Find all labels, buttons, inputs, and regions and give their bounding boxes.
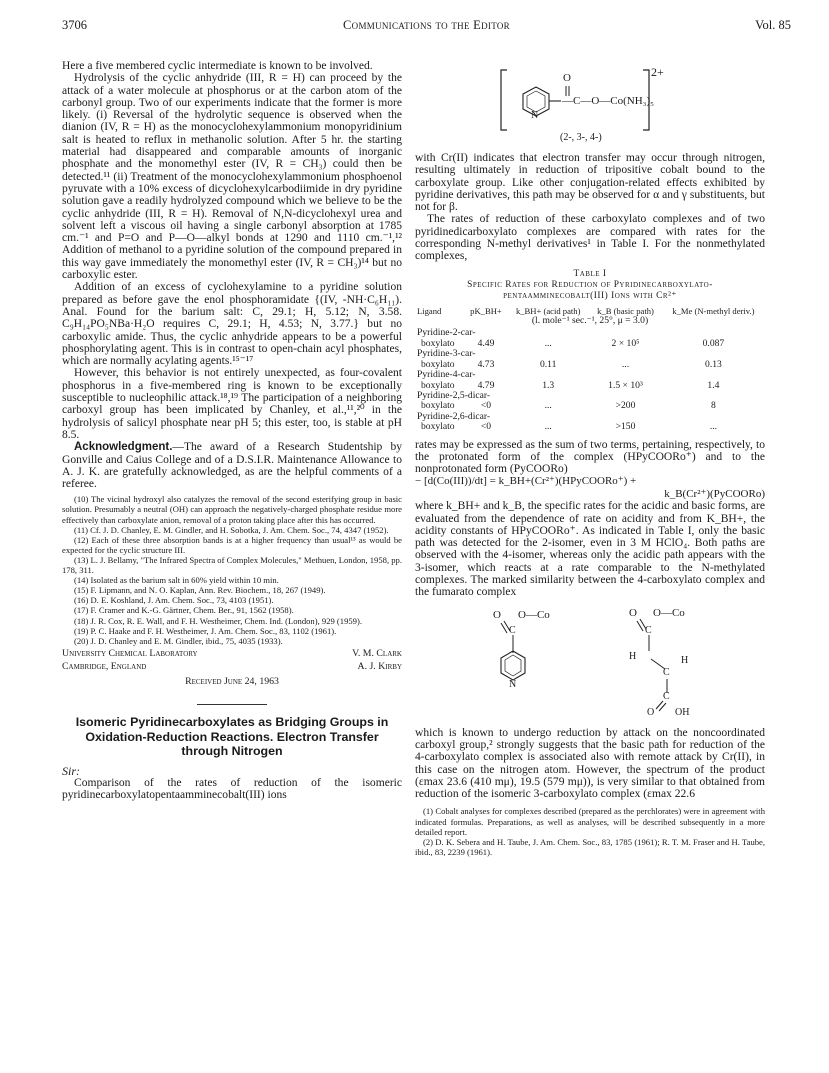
salutation: Sir: bbox=[62, 763, 80, 778]
table-cell: boxylato bbox=[421, 358, 455, 370]
paragraph: However, this behavior is not entirely unexpected, as four-covalent phosphorus in a five-membered ring is known to be exceptionally susceptible to nucleophilic attack.¹⁸,¹⁹ The participation of a neighboring carboxyl group has been implicated by Chanley, et al.,¹¹,²⁰ in the hydrolysis of salicyl phosphate near pH 5; this ester, too, is stable at pH 8.5. bbox=[62, 367, 402, 441]
footnote: (20) J. D. Chanley and E. M. Gindler, ibid., 75, 4035 (1933). bbox=[74, 635, 283, 646]
footnote: (11) Cf. J. D. Chanley, E. M. Gindler, and H. Sobotka, J. Am. Chem. Soc., 74, 4347 (1952). bbox=[74, 524, 389, 535]
atom-label: C bbox=[645, 624, 652, 636]
table-cell: 0.13 bbox=[705, 358, 722, 370]
equation-line: − [d(Co(III))/dt] = k_BH+(Cr²⁺)(HPyCOORo⁺) + bbox=[415, 475, 637, 488]
table-cell: >150 bbox=[615, 421, 636, 433]
table-cell: ... bbox=[621, 358, 630, 370]
right-column bbox=[415, 66, 765, 857]
col-header: k_B (basic path) bbox=[597, 305, 654, 316]
equation-line: k_B(Cr²⁺)(PyCOORo) bbox=[664, 487, 765, 500]
table-cell: <0 bbox=[480, 421, 492, 433]
ack-text: —The award of a Research Studentship by Gonville and Caius College and of a D.S.I.R. Maintenance Allowance to A. J. K. are gratefully acknowledged, as are the helpful comments of a referee. bbox=[62, 441, 402, 491]
footnote: (12) Each of these three absorption bands is at a higher frequency than usual¹³ as would be expected for the cyclic structure III. bbox=[62, 534, 402, 555]
footnote: (2) D. K. Sebera and H. Taube, J. Am. Chem. Soc., 83, 1785 (1961); R. T. M. Fraser and H. Taube, ibid., 83, 2239 (1961). bbox=[415, 836, 765, 857]
table-cell: ... bbox=[709, 421, 718, 433]
footnotes-right bbox=[415, 806, 765, 856]
article-title: Isomeric Pyridinecarboxylates as Bridging Groups in Oxidation-Reduction Reactions. Electron Transfer through Nitrogen bbox=[75, 715, 389, 759]
running-title: Communications to the Editor bbox=[343, 18, 510, 32]
paragraph: The rates of reduction of these carboxylato complexes and of two pyridinedicarboxylato complexes are compared with rates for the corresponding N-methyl derivatives¹ in Table I. For the nonmethylated complexes, bbox=[415, 213, 765, 263]
table-caption-line: Specific Rates for Reduction of Pyridinecarboxylato- bbox=[467, 279, 713, 290]
col-header: Ligand bbox=[417, 305, 442, 316]
atom-label: C bbox=[509, 624, 516, 636]
left-column bbox=[62, 60, 402, 802]
table-cell: 0.087 bbox=[702, 337, 725, 349]
table-cell: boxylato bbox=[421, 337, 455, 349]
structure-cobalt-complex bbox=[415, 66, 765, 152]
author: A. J. Kirby bbox=[357, 661, 402, 673]
rate-equation bbox=[415, 475, 765, 500]
ligand-cell: Pyridine-2,6-dicar- bbox=[417, 410, 491, 422]
table-caption bbox=[415, 269, 765, 302]
divider bbox=[197, 704, 267, 705]
ring-inner bbox=[505, 655, 521, 676]
table-cell: ... bbox=[544, 421, 552, 433]
atom-label: O—Co bbox=[653, 606, 685, 619]
affiliation-city: Cambridge, England bbox=[62, 661, 147, 673]
table-cell: 4.49 bbox=[477, 337, 495, 349]
ack-heading: Acknowledgment. bbox=[74, 441, 173, 454]
signature-row-2 bbox=[62, 661, 402, 673]
ligand-cell: Pyridine-4-car- bbox=[417, 369, 476, 381]
atom-label: O bbox=[647, 706, 655, 718]
atom-label: C bbox=[663, 666, 670, 678]
ligand-cell: Pyridine-3-car- bbox=[417, 348, 476, 360]
atom-label: H bbox=[681, 654, 689, 666]
ligand-cell: Pyridine-2,5-dicar- bbox=[417, 389, 491, 401]
footnote: (16) D. E. Koshland, J. Am. Chem. Soc., 73, 4103 (1951). bbox=[74, 595, 274, 606]
table-row bbox=[415, 422, 765, 432]
table-cell: boxylato bbox=[421, 379, 455, 391]
table-label: Table I bbox=[573, 268, 607, 279]
footnote: (19) P. C. Haake and F. H. Westheimer, J. Am. Chem. Soc., 83, 1102 (1961). bbox=[74, 625, 337, 636]
signature-row-1 bbox=[62, 648, 402, 660]
isomer-label: (2-, 3-, 4-) bbox=[560, 132, 602, 143]
ring-inner bbox=[527, 91, 545, 112]
table-cell: 4.73 bbox=[477, 358, 495, 370]
table-caption-line: pentaamminecobalt(III) Ions with Cr²⁺ bbox=[503, 290, 677, 301]
structure-drawing bbox=[415, 603, 765, 723]
table-cell: 1.5 × 10³ bbox=[608, 379, 643, 391]
o-label: O bbox=[563, 72, 571, 84]
bracket-left bbox=[501, 70, 507, 130]
paragraph: Comparison of the rates of reduction of the isomeric pyridinecarboxylatopentaamminecobalt(III) ions bbox=[62, 777, 402, 802]
atom-label: H bbox=[629, 650, 637, 662]
atom-label: O bbox=[493, 608, 501, 621]
footnotes-left bbox=[62, 494, 402, 645]
footnote: (15) F. Lipmann, and N. O. Kaplan, Ann. Rev. Biochem., 18, 267 (1949). bbox=[74, 585, 326, 596]
footnote: (18) J. R. Cox, R. E. Wall, and F. H. Westheimer, Chem. Ind. (London), 929 (1959). bbox=[74, 615, 362, 626]
table-cell: boxylato bbox=[421, 400, 455, 412]
paragraph: rates may be expressed as the sum of two terms, pertaining, respectively, to the protonated form of the complex (HPyCOORo⁺) and to the nonprotonated form (PyCOORo) bbox=[415, 438, 765, 476]
footnote: (13) L. J. Bellamy, "The Infrared Spectra of Complex Molecules," Methuen, London, 1958, pp. 178, 311. bbox=[62, 554, 402, 576]
table-row bbox=[415, 370, 765, 380]
table-cell: >200 bbox=[615, 400, 636, 412]
table-cell: 0.11 bbox=[539, 358, 557, 370]
footnote: (17) F. Cramer and K.-G. Gärtner, Chem. Ber., 91, 1562 (1958). bbox=[74, 605, 294, 616]
atom-label: O bbox=[629, 606, 637, 619]
volume-label: Vol. 85 bbox=[755, 18, 791, 32]
units-row: (l. mole⁻¹ sec.⁻¹, 25°, μ = 3.0) bbox=[531, 315, 649, 327]
footnote: (14) Isolated as the barium salt in 60% yield within 10 min. bbox=[74, 575, 279, 586]
table-cell: 1.4 bbox=[707, 379, 720, 391]
author: V. M. Clark bbox=[352, 647, 402, 659]
paragraph: Addition of an excess of cyclohexylamine to a pyridine solution prepared as before gave the enol phosphoramidate {(IV, -NH·C₆H₁₁). Anal. Found for the barium salt: C, 29.1; H, 5.12; N, 3.58. C₉H₁₄PO₅NBa·H₂O requires C, 29.1; H, 4.53; N, 3.77.} but no carboxylic amide. Thus, the cyclic anhydride appears to be a powerful phosphorylating agent. This is in contrast to open-chain acyl phosphates, which are normally acylating agents.¹⁵⁻¹⁷ bbox=[62, 281, 402, 368]
atom-label: O—Co bbox=[518, 608, 550, 621]
table-cell: ... bbox=[544, 337, 552, 349]
table-cell: 8 bbox=[711, 400, 716, 412]
footnote: (1) Cobalt analyses for complexes described (prepared as the perchlorates) were in agreement with indicated formulas. Preparations, as well as analyses, will be described subsequently in a more detailed report. bbox=[415, 806, 765, 837]
table-cell: ... bbox=[544, 400, 552, 412]
col-header: k_BH+ (acid path) bbox=[515, 305, 581, 316]
group-label: —C—O—Co(NH₃)₅ bbox=[562, 95, 655, 107]
paragraph: where k_BH+ and k_B, the specific rates for the acidic and basic forms, are evaluated from the dependence of rate on acidity and from K_BH+, the acidity constants of HPyCOORo⁺. As indicated in Table I, only the basic path was detected for the 2-isomer, even in 3 M HClO₄. Both paths are observed with the 4-isomer, whereas only the acidic path appears with the 3-isomer, which reacts at a rate comparable to the N-methylated complexes. The marked similarity between the 4-carboxylato complex and the fumarato complex bbox=[415, 500, 765, 599]
table-cell: 2 × 10⁵ bbox=[611, 337, 640, 349]
n-label: N bbox=[531, 110, 539, 121]
page-number: 3706 bbox=[62, 18, 87, 32]
footnote: (10) The vicinal hydroxyl also catalyzes the removal of the second esterifying group in basic solution. Presumably a neutral (OH) can approach the negatively-charged phosphate residue more effectively than carboxylate anion, removal of a proton taking place after this has occurred. bbox=[62, 494, 402, 525]
paragraph: Hydrolysis of the cyclic anhydride (III, R = H) can proceed by the attack of a water molecule at phosphorus or at the carbon atom of the carbonyl group. Two of our experiments indicate that the former is more likely. (i) Reversal of the hydrolytic sequence is observed when the dianion (IV, R = H) as the monocyclohexylammonium monopyridinium salt is heated to reflux in methanolic solution. After 5 hr. the starting material had disappeared and comparable amounts of inorganic phosphate and the monomethyl ester (IV, R = CH₃) could then be detected.¹¹ (ii) Treatment of the monocyclohexylammonium phosphoenol pyruvate with a 10% excess of dicyclohexylcarbodiimide in dry pyridine solution gave a readily hydrolyzed compound which we believe to be the cyclic anhydride (III, R = H). Removal of N,N-dicyclohexyl urea and solvent left a viscous oil having a single carbonyl absorption at 1785 cm.⁻¹ and P=O and P—O—alkyl bonds at 1290 and 1110 cm.⁻¹,¹² Addition of methanol to a pyridine solution of the compound prepared in this way gave immediately the monomethyl ester (IV, R = CH₃)¹⁴ but no carboxylic ester. bbox=[62, 72, 402, 282]
table-cell: boxylato bbox=[421, 421, 455, 433]
page-header bbox=[62, 18, 791, 36]
received-date: Received June 24, 1963 bbox=[185, 675, 279, 687]
table-body bbox=[415, 328, 765, 432]
table-cell: <0 bbox=[480, 400, 492, 412]
atom-label: OH bbox=[675, 706, 690, 718]
paragraph: Here a five membered cyclic intermediate is known to be involved. bbox=[62, 60, 373, 72]
col-header: k_Me (N-methyl deriv.) bbox=[672, 305, 755, 316]
charge-label: 2+ bbox=[651, 65, 664, 79]
atom-label: N bbox=[509, 678, 517, 690]
col-header: pK_BH+ bbox=[470, 305, 502, 316]
paragraph: with Cr(II) indicates that electron transfer may occur through nitrogen, resulting ultimately in reduction of tripositive cobalt bound to the carboxylate group. Like other conjugation-related effects exhibited by pyridine derivatives, this path may be observed for α and γ substituents, but not for β. bbox=[415, 152, 765, 214]
rates-table bbox=[415, 306, 765, 433]
atom-label: C bbox=[663, 690, 670, 702]
paragraph: which is known to undergo reduction by attack on the noncoordinated carboxyl group,² strongly suggests that the basic path for reduction of the 4-carboxylato complex is associated also with remote attack by Cr(II), in this case on the nitrogen atom. However, the spectrum of the product (εmax 23.6 (410 mμ), 19.5 (579 mμ)), is very similar to that obtained from reduction of the isomeric 3-carboxylato complex (εmax 22.6 bbox=[415, 726, 765, 801]
acknowledgment bbox=[62, 441, 402, 490]
ligand-cell: Pyridine-2-car- bbox=[417, 327, 476, 339]
affiliation: University Chemical Laboratory bbox=[62, 647, 198, 659]
structures-carboxylato-fumarato bbox=[415, 603, 765, 723]
table-cell: 1.3 bbox=[542, 379, 555, 391]
table-cell: 4.79 bbox=[477, 379, 495, 391]
